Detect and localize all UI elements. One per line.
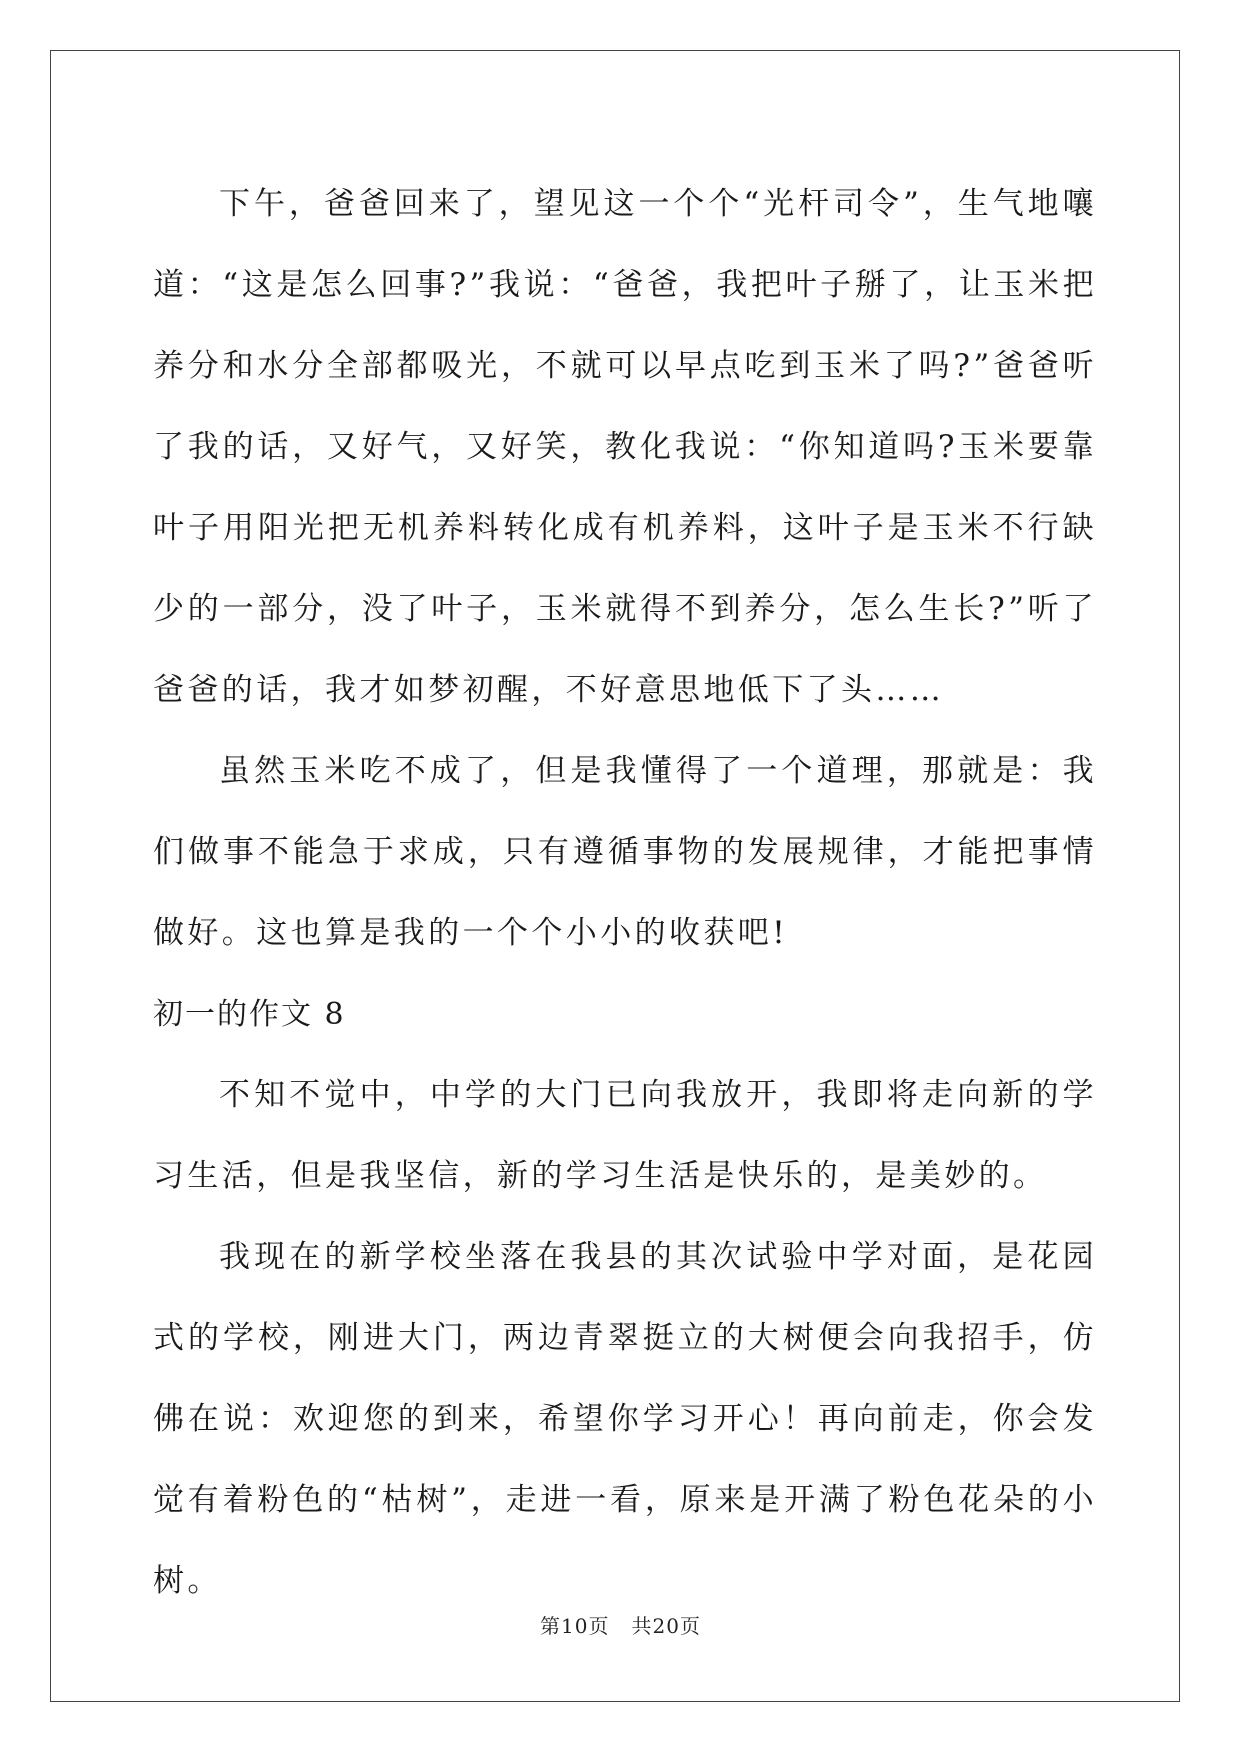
document-body — [153, 164, 1097, 1622]
paragraph-1: 下午，爸爸回来了，望见这一个个“光杆司令”，生气地嚷道：“这是怎么回事?”我说：“爸爸，我把叶子掰了，让玉米把养分和水分全部都吸光，不就可以早点吃到玉米了吗?”爸爸听了我的话，又好气，又好笑，教化我说：“你知道吗?玉米要靠叶子用阳光把无机养料转化成有机养料，这叶子是玉米不行缺少的一部分，没了叶子，玉米就得不到养分，怎么生长?”听了爸爸的话，我才如梦初醒，不好意思地低下了头…… — [153, 186, 1097, 708]
section-heading: 初一的作文 8 — [153, 997, 346, 1032]
paragraph-4: 我现在的新学校坐落在我县的其次试验中学对面，是花园式的学校，刚进大门，两边青翠挺立的大树便会向我招手，仿佛在说：欢迎您的到来，希望你学习开心！再向前走，你会发觉有着粉色的“枯树”，走进一看，原来是开满了粉色花朵的小树。 — [153, 1239, 1097, 1599]
paragraph-3: 不知不觉中，中学的大门已向我放开，我即将走向新的学习生活，但是我坚信，新的学习生活是快乐的，是美妙的。 — [153, 1077, 1097, 1194]
page-footer — [0, 1610, 1241, 1639]
page-total: 共20页 — [631, 1614, 701, 1638]
page-number: 第10页 — [540, 1614, 610, 1638]
paragraph-2: 虽然玉米吃不成了，但是我懂得了一个道理，那就是：我们做事不能急于求成，只有遵循事物的发展规律，才能把事情做好。这也算是我的一个个小小的收获吧! — [153, 753, 1097, 951]
